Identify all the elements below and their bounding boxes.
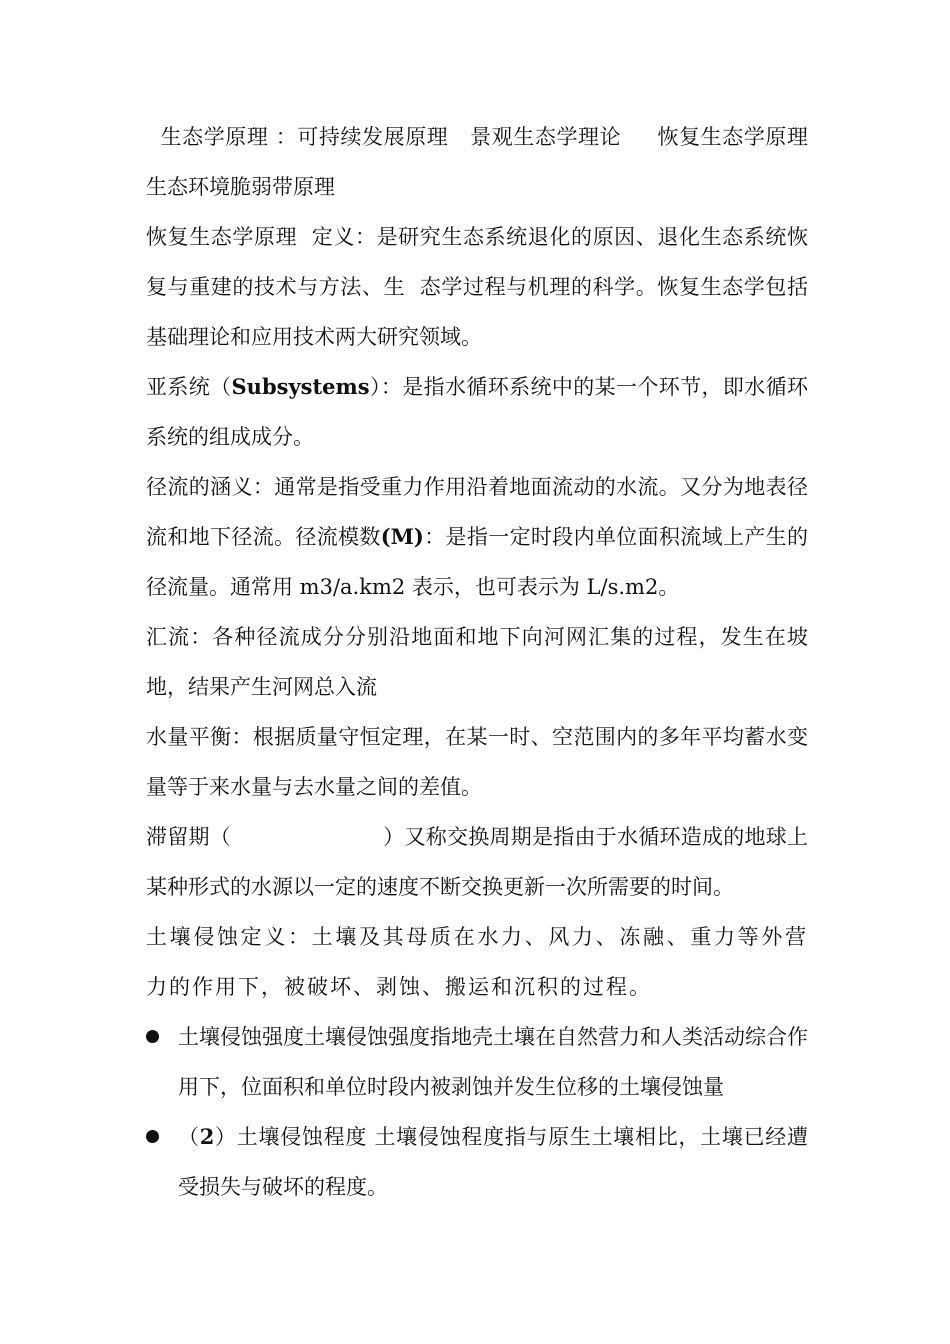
- text-segment: ）：是指水循环系统中的某一个环节，即水循环系统的组成成分。: [146, 375, 809, 449]
- bullet-icon: [146, 1130, 159, 1143]
- bold-term: Subsystems: [231, 374, 370, 399]
- bullet-icon: [146, 1030, 159, 1043]
- list-item: [146, 1112, 808, 1212]
- paragraph-restoration-ecology: 恢复生态学原理 定义：是研究生态系统退化的原因、退化生态系统恢复与重建的技术与方法、生 态学过程与机理的科学。恢复生态学包括基础理论和应用技术两大研究领域。: [146, 225, 808, 349]
- text-segment: ）土壤侵蚀程度 土壤侵蚀程度指与原生土壤相比，土壤已经遭受损失与破坏的程度。: [178, 1125, 808, 1199]
- bold-term: (M): [380, 524, 424, 549]
- paragraph-confluence: 汇流：各种径流成分分别沿地面和地下向河网汇集的过程，发生在坡地，结果产生河网总入流: [146, 625, 808, 699]
- paragraph-runoff: [146, 462, 808, 612]
- paragraph-water-balance: 水量平衡：根据质量守恒定理，在某一时、空范围内的多年平均蓄水变量等于来水量与去水量之间的差值。: [146, 725, 808, 799]
- text-segment: 径流的涵义：通常是指受重力作用沿着地面流动的水流。又分为地表径流和地下径流。径流模数: [146, 475, 808, 549]
- paragraph-ecology-principles: 生态学原理 ：可持续发展原理 景观生态学理论 恢复生态学原理 生态环境脆弱带原理: [146, 125, 829, 199]
- text-segment: 亚系统（: [146, 375, 232, 399]
- paragraph-subsystems: [146, 362, 808, 462]
- document-page: [146, 112, 829, 1212]
- paragraph-soil-erosion: 土壤侵蚀定义：土壤及其母质在水力、风力、冻融、重力等外营力的作用下，被破坏、剥蚀、搬运和沉积的过程。: [146, 925, 808, 999]
- paragraph-residence-time: 滞留期（ ）又称交换周期是指由于水循环造成的地球上某种形式的水源以一定的速度不断交换更新一次所需要的时间。: [146, 825, 808, 899]
- text-segment: （: [178, 1125, 200, 1149]
- bullet-text: 土壤侵蚀强度土壤侵蚀强度指地壳土壤在自然营力和人类活动综合作用下，位面积和单位时段内被剥蚀并发生位移的土壤侵蚀量: [178, 1025, 808, 1099]
- bold-term: 2: [199, 1124, 215, 1149]
- list-item: [146, 1012, 808, 1112]
- text-segment: ：是指一定时段内单位面积流域上产生的径流量。通常用 m3/a.km2 表示，也可表示为 L/s.m2。: [146, 525, 809, 599]
